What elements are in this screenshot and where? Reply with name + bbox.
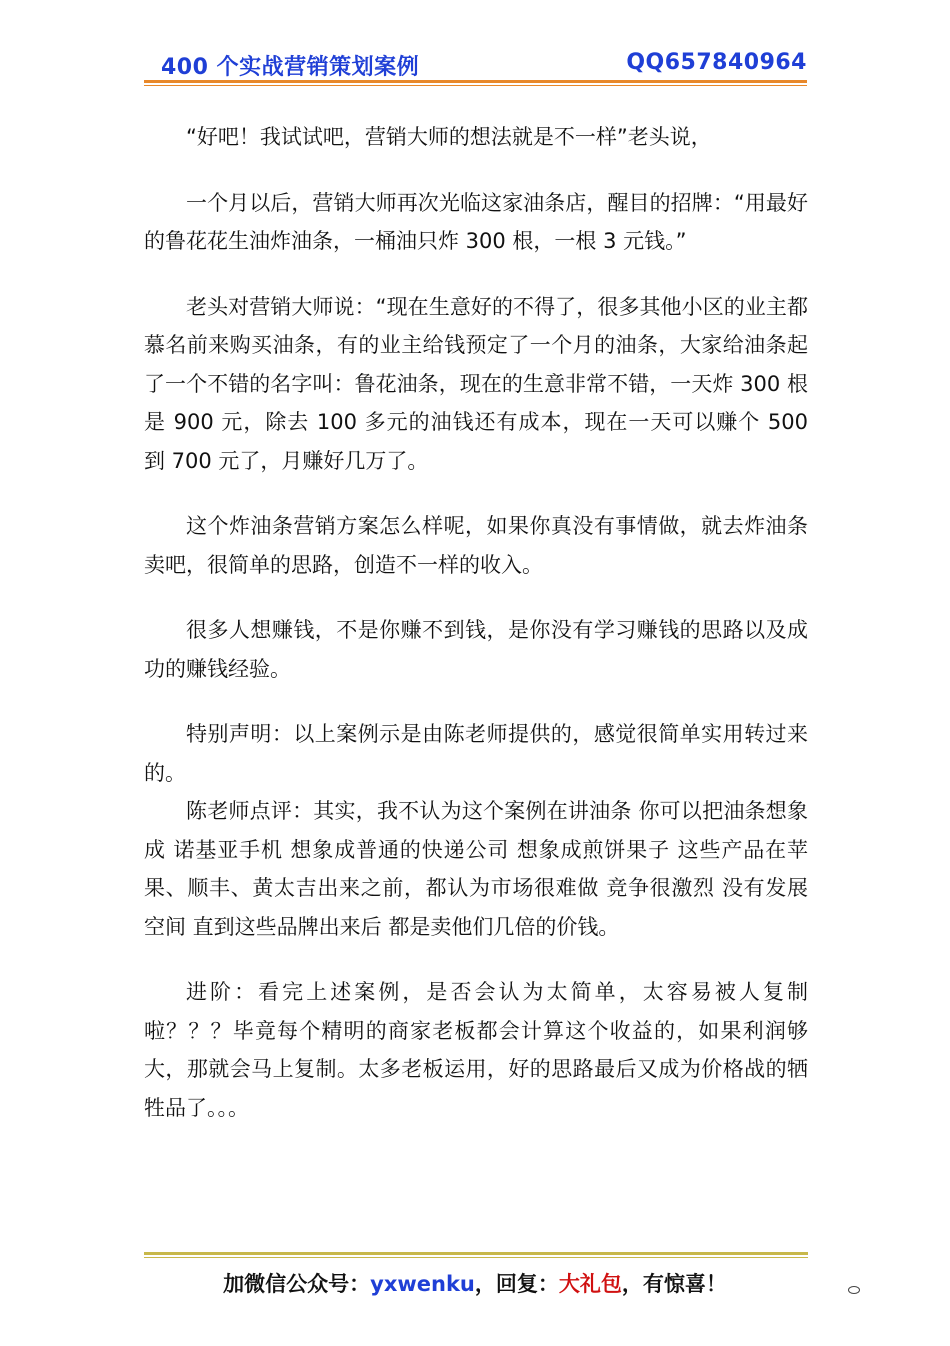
footer-prefix: 加微信公众号： [223, 1272, 371, 1296]
paragraph: 一个月以后，营销大师再次光临这家油条店，醒目的招牌：“用最好的鲁花花生油炸油条，一桶油只炸 300 根，一根 3 元钱。” [144, 190, 808, 253]
paragraph: 进阶：看完上述案例，是否会认为太简单，太容易被人复制啦？？？毕竟每个精明的商家老板都会计算这个收益的，如果利润够大，那就会马上复制。太多老板运用，好的思路最后又成为价格战的牺牲品了。。。 [144, 980, 808, 1120]
header-rule-thin [144, 85, 807, 86]
page-header [144, 48, 807, 82]
footer-rule [144, 1252, 808, 1255]
footer-rule-thin [144, 1257, 808, 1258]
header-qq: QQ657840964 [626, 50, 807, 75]
footer-account: yxwenku [370, 1272, 475, 1296]
header-title: 400 个实战营销策划案例 [161, 55, 420, 80]
footer-keyword: 大礼包 [558, 1272, 622, 1296]
paragraph: 陈老师点评：其实，我不认为这个案例在讲油条 你可以把油条想象成 诺基亚手机 想象成普通的快递公司 想象成煎饼果子 这些产品在苹果、顺丰、黄太吉出来之前，都认为市场很难做 竞争很激烈 没有发展空间 直到这些品牌出来后 都是卖他们几倍的价钱。 [144, 799, 808, 939]
footer-suffix: ，有惊喜！ [621, 1272, 727, 1296]
paragraph: 特别声明：以上案例示是由陈老师提供的，感觉很简单实用转过来的。 [144, 722, 808, 785]
paragraph: 老头对营销大师说：“现在生意好的不得了，很多其他小区的业主都慕名前来购买油条，有的业主给钱预定了一个月的油条，大家给油条起了一个不错的名字叫：鲁花油条，现在的生意非常不错，一天炸 300 根是 900 元，除去 100 多元的油钱还有成本，现在一天可以赚个 500 到 700 元了，月赚好几万了。 [144, 294, 808, 473]
circle-mark-icon [848, 1286, 860, 1294]
paragraph: 这个炸油条营销方案怎么样呢，如果你真没有事情做，就去炸油条卖吧，很简单的思路，创造不一样的收入。 [144, 514, 808, 577]
paragraph: “好吧！我试试吧，营销大师的想法就是不一样”老头说， [186, 125, 712, 149]
footer-middle: ，回复： [474, 1272, 559, 1296]
paragraph: 很多人想赚钱，不是你赚不到钱，是你没有学习赚钱的思路以及成功的赚钱经验。 [144, 618, 808, 681]
page-footer [0, 1268, 950, 1298]
header-rule [144, 80, 807, 83]
article-body [144, 118, 808, 1127]
